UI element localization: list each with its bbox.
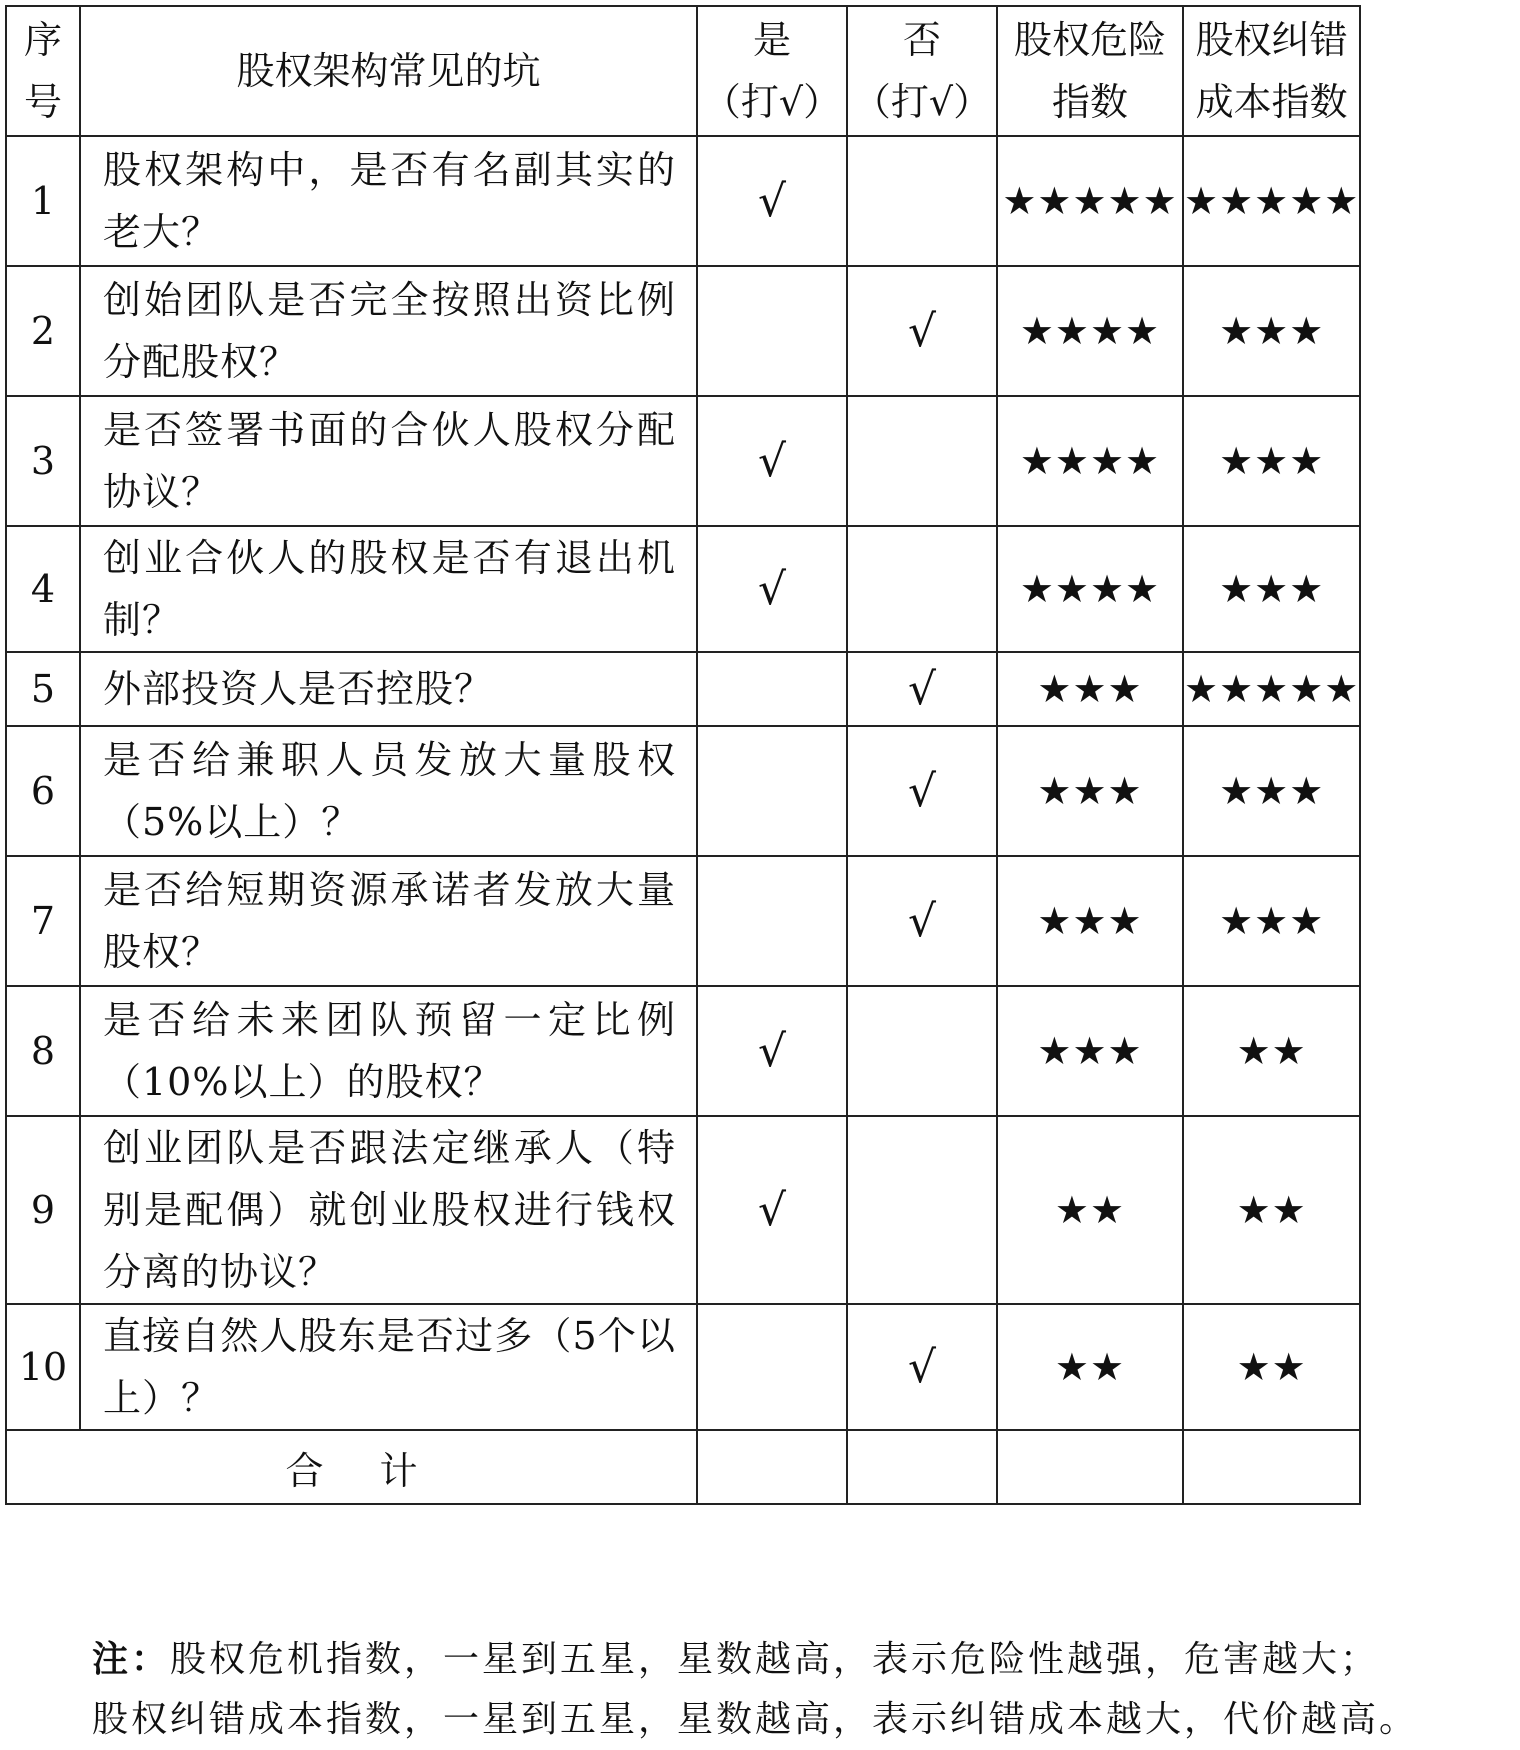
table-row	[6, 136, 1360, 266]
row-number: 8	[6, 986, 80, 1116]
total-no	[847, 1430, 997, 1504]
cost-rating: ★★	[1183, 1304, 1360, 1430]
pitfall-question: 直接自然人股东是否过多（5个以上）？	[80, 1304, 697, 1430]
pitfall-question: 是否签署书面的合伙人股权分配协议？	[80, 396, 697, 526]
table-row	[6, 1116, 1360, 1304]
cost-rating: ★★★	[1183, 726, 1360, 856]
yes-check: √	[697, 986, 847, 1116]
risk-rating: ★★★★★	[997, 136, 1183, 266]
cost-rating: ★★	[1183, 1116, 1360, 1304]
row-number: 6	[6, 726, 80, 856]
table-row	[6, 986, 1360, 1116]
pitfall-question: 创业团队是否跟法定继承人（特别是配偶）就创业股权进行钱权分离的协议？	[80, 1116, 697, 1304]
header-risk: 股权危险 指数	[997, 6, 1183, 136]
no-check	[847, 1116, 997, 1304]
pitfall-table	[5, 5, 1361, 1505]
no-check	[847, 396, 997, 526]
footnote-line-1: 注：股权危机指数，一星到五星，星数越高，表示危险性越强，危害越大；	[92, 1639, 1380, 1680]
cost-rating: ★★★	[1183, 526, 1360, 652]
pitfall-question: 股权架构中，是否有名副其实的老大？	[80, 136, 697, 266]
pitfall-question: 是否给短期资源承诺者发放大量股权？	[80, 856, 697, 986]
table-row	[6, 1304, 1360, 1430]
row-number: 9	[6, 1116, 80, 1304]
risk-rating: ★★★	[997, 652, 1183, 726]
yes-check	[697, 726, 847, 856]
yes-check: √	[697, 526, 847, 652]
total-risk	[997, 1430, 1183, 1504]
header-yes: 是 （打√）	[697, 6, 847, 136]
yes-check	[697, 1304, 847, 1430]
row-number: 5	[6, 652, 80, 726]
risk-rating: ★★	[997, 1304, 1183, 1430]
pitfall-question: 是否给未来团队预留一定比例（10%以上）的股权？	[80, 986, 697, 1116]
yes-check	[697, 266, 847, 396]
row-number: 10	[6, 1304, 80, 1430]
yes-check: √	[697, 396, 847, 526]
pitfall-question: 外部投资人是否控股？	[80, 652, 697, 726]
footnote-line-2: 股权纠错成本指数，一星到五星，星数越高，表示纠错成本越大，代价越高。	[92, 1699, 1419, 1740]
total-label: 合 计	[6, 1430, 697, 1504]
footnote-label: 注：	[92, 1639, 171, 1680]
yes-check: √	[697, 1116, 847, 1304]
header-pitfall: 股权架构常见的坑	[80, 6, 697, 136]
yes-check	[697, 652, 847, 726]
header-index: 序 号	[6, 6, 80, 136]
total-yes	[697, 1430, 847, 1504]
no-check	[847, 526, 997, 652]
header-no: 否 （打√）	[847, 6, 997, 136]
risk-rating: ★★★	[997, 856, 1183, 986]
risk-rating: ★★★	[997, 986, 1183, 1116]
row-number: 7	[6, 856, 80, 986]
no-check: √	[847, 266, 997, 396]
cost-rating: ★★★	[1183, 266, 1360, 396]
header-cost: 股权纠错 成本指数	[1183, 6, 1360, 136]
table-row	[6, 652, 1360, 726]
no-check	[847, 136, 997, 266]
no-check	[847, 986, 997, 1116]
table-row	[6, 726, 1360, 856]
pitfall-question: 是否给兼职人员发放大量股权（5%以上）？	[80, 726, 697, 856]
row-number: 3	[6, 396, 80, 526]
total-cost	[1183, 1430, 1360, 1504]
table-row	[6, 856, 1360, 986]
risk-rating: ★★★★	[997, 266, 1183, 396]
footnote	[92, 1630, 1502, 1750]
cost-rating: ★★★★★	[1183, 652, 1360, 726]
risk-rating: ★★★	[997, 726, 1183, 856]
row-number: 4	[6, 526, 80, 652]
cost-rating: ★★★★★	[1183, 136, 1360, 266]
cost-rating: ★★★	[1183, 396, 1360, 526]
no-check: √	[847, 652, 997, 726]
total-row	[6, 1430, 1360, 1504]
no-check: √	[847, 726, 997, 856]
row-number: 1	[6, 136, 80, 266]
no-check: √	[847, 1304, 997, 1430]
pitfall-question: 创始团队是否完全按照出资比例分配股权？	[80, 266, 697, 396]
yes-check: √	[697, 136, 847, 266]
risk-rating: ★★★★	[997, 526, 1183, 652]
cost-rating: ★★	[1183, 986, 1360, 1116]
table-row	[6, 266, 1360, 396]
table-row	[6, 396, 1360, 526]
no-check: √	[847, 856, 997, 986]
header-row	[6, 6, 1360, 136]
pitfall-question: 创业合伙人的股权是否有退出机制？	[80, 526, 697, 652]
cost-rating: ★★★	[1183, 856, 1360, 986]
risk-rating: ★★	[997, 1116, 1183, 1304]
risk-rating: ★★★★	[997, 396, 1183, 526]
yes-check	[697, 856, 847, 986]
table-row	[6, 526, 1360, 652]
row-number: 2	[6, 266, 80, 396]
